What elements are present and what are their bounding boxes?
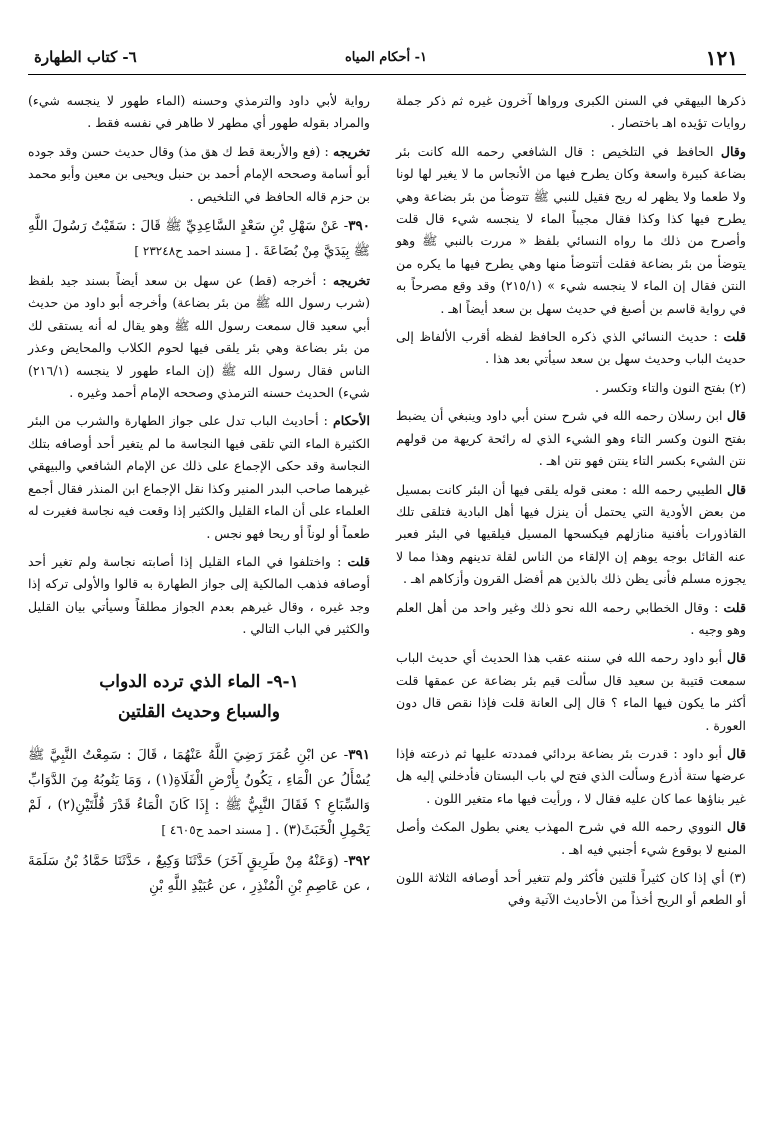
hadith bbox=[28, 743, 370, 843]
paragraph-text: : أخرجه (قط) عن سهل بن سعد أيضاً بسند جيد بلفظ (شرب رسول الله ﷺ من بئر بضاعة) وأخرجه أبو داود من حديث أبي سعيد قال سمعت رسول الله ﷺ وهو يقال له أنه يستقى لك من بئر بضاعة وهي بئر يلقى فيها لحوم الكلاب والمحايض وعذر الناس فقال رسول الله ﷺ (إن الماء طهور لا ينجسه (٢١٦/١) شيء) الحديث حسنه الترمذي وصححه الإمام أحمد وغيره . bbox=[28, 273, 370, 401]
left-column bbox=[28, 90, 370, 905]
header-divider bbox=[28, 74, 746, 75]
paragraph-text: ابن رسلان رحمه الله في شرح سنن أبي داود وينبغي أن يضبط بفتح النون وكسر التاء وهو الشيء الذي له رائحة كريهة من قولهم نتن الشيء بكسر التاء ينتن فهو نتن اهـ . bbox=[396, 408, 746, 469]
paragraph-lead: قال bbox=[726, 650, 746, 666]
paragraph-lead: قال bbox=[726, 408, 746, 424]
paragraph bbox=[28, 270, 370, 404]
paragraph-text: : واختلفوا في الماء القليل إذا أصابته نجاسة ولم تغير أحد أوصافه فذهب المالكية إلى جواز الطهارة به قالوا والأولى تركه إذا وجد غيره ، وقال غيرهم بعدم الجواز مطلقاً وسيأتي بيان القليل والكثير في الباب التالي . bbox=[28, 553, 370, 637]
hadith bbox=[28, 849, 370, 899]
chapter-heading-line: والسباع وحديث القلتين bbox=[118, 701, 280, 722]
paragraph-text: رواية لأبي داود والترمذي وحسنه (الماء طهور لا ينجسه شيء) والمراد بقوله طهور أي مطهر لا طاهر في نفسه فقط . bbox=[28, 93, 370, 131]
paragraph-lead: قال bbox=[726, 819, 746, 835]
paragraph-lead: تخريجه bbox=[333, 143, 370, 159]
paragraph bbox=[396, 597, 746, 642]
paragraph bbox=[396, 377, 746, 399]
paragraph bbox=[28, 551, 370, 641]
paragraph-text: أبو داود رحمه الله في سننه عقب هذا الحديث أي حديث الباب سمعت قتيبة بن سعيد قال سألت قيم بئر بضاعة عن عمقها قلت أكثر ما يكون فيها الماء ؟ قال إلى العانة قلت فإذا نقص قال دون العورة . bbox=[396, 650, 746, 733]
book-title: ٦- كتاب الطهارة bbox=[34, 48, 137, 66]
paragraph bbox=[396, 90, 746, 135]
paragraph-text: ذكرها البيهقي في السنن الكبرى ورواها آخرون غيره ثم ذكر جملة روايات تؤيده اهـ باختصار . bbox=[396, 93, 746, 131]
hadith bbox=[28, 214, 370, 264]
paragraph bbox=[396, 405, 746, 472]
hadith-number: ٣٩٠ bbox=[348, 218, 370, 235]
paragraph-text: : (فع والأربعة قط ك هق مذ) وقال حديث حسن وقد جوده أبو أسامة وصححه الإمام أحمد بن حنبل ويحيى بن معين وأبو محمد بن حزم قاله الحافظ في التلخيص . bbox=[28, 143, 370, 204]
paragraph bbox=[396, 141, 746, 320]
paragraph bbox=[28, 90, 370, 135]
chapter-heading-line: ١-٩- الماء الذي ترده الدواب bbox=[99, 671, 299, 692]
chapter-heading bbox=[28, 667, 370, 727]
paragraph bbox=[396, 816, 746, 861]
paragraph bbox=[396, 326, 746, 371]
chapter-title: ١- أحكام المياه bbox=[344, 50, 428, 65]
hadith-reference: [ مسند احمد ح٢٣٢٤٨ ] bbox=[134, 244, 251, 259]
hadith-reference: [ مسند احمد ح٤٦٠٥ ] bbox=[161, 822, 271, 837]
paragraph-lead: قلت bbox=[723, 329, 746, 345]
paragraph-text: أبو داود : قدرت بئر بضاعة بردائي فمددته عليها ثم ذرعته فإذا عرضها ستة أذرع وسألت الذي فتح لي باب البستان فأدخلني إليه هل غير بناؤها عما كان عليه فقال لا ، ورأيت فيها ماء متغير اللون . bbox=[396, 745, 746, 806]
paragraph-text: (٣) أي إذا كان كثيراً قلتين فأكثر ولم تتغير أحد أوصافه الثلاثة اللون أو الطعم أو الريح أخذاً من الأحاديث الآتية وفي bbox=[396, 870, 746, 908]
paragraph bbox=[396, 479, 746, 591]
paragraph bbox=[28, 141, 370, 208]
paragraph-text: : حديث النسائي الذي ذكره الحافظ لفظه أقرب الألفاظ إلى حديث الباب وحديث سهل بن سعد سيأتي بعد هذا . bbox=[396, 329, 746, 367]
paragraph bbox=[396, 743, 746, 810]
paragraph-text: الطيبي رحمه الله : معنى قوله يلقى فيها أن البئر كانت بمسيل من بعض الأودية التي يحتمل أن ينزل فيها أهل البادية فتلقى تلك القاذورات بأفنية منازلهم فيكسحها المسيل فيلقيها في البئر فعبر عنه القائل بوجه يوهم إن الإلقاء من الناس لقلة تدينهم وهذا مما لا يجوزه مسلم فأنى يظن ذلك بالذين هم أفضل القرون وأزكاهم اهـ . bbox=[396, 481, 746, 587]
paragraph bbox=[396, 647, 746, 737]
paragraph-lead: وقال bbox=[720, 143, 746, 159]
paragraph-text: (٢) بفتح النون والتاء وتكسر . bbox=[594, 379, 746, 395]
paragraph-lead: تخريجه bbox=[333, 273, 370, 289]
page-header bbox=[28, 44, 744, 74]
hadith-text: - (وَعَنْهُ مِنْ طَرِيقٍ آخَرَ) حَدَّثَنَا وَكِيعٌ ، حَدَّثَنَا حَمَّادُ بْنُ سَلَمَةَ ، عن عَاصِمِ بْنِ الْمُنْذِرِ ، عن عُبَيْدِ اللَّهِ بْنِ bbox=[28, 852, 370, 894]
paragraph-text: الحافظ في التلخيص : قال الشافعي رحمه الله كانت بئر بضاعة كبيرة واسعة وكان يطرح فيها من الأنجاس ما لا يغير لها لونا ولا طعما ولا يظهر له ريح فقيل للنبي ﷺ تتوضأ من بئر بضاعة وهي يطرح فيها كذا وكذا فقال مجيباً الماء لا ينجسه شيء قال قلت وأصرح من ذلك ما رواه النسائي بلفظ « مررت بالنبي ﷺ وهو يتوضأ من بئر بضاعة فقلت أتتوضأ منها وهي يطرح فيها ما يكره من النتن فقال إن الماء لا ينجسه شيء » (٢١٥/١) وقد وقع مصرحاً به في رواية قاسم بن أصبغ في حديث سهل بن سعد أيضاً اهـ . bbox=[396, 143, 746, 316]
paragraph-lead: قال bbox=[726, 745, 746, 761]
paragraph bbox=[28, 410, 370, 544]
paragraph bbox=[396, 867, 746, 912]
page-number: ١٢١ bbox=[705, 46, 738, 70]
paragraph-lead: قلت bbox=[723, 599, 746, 615]
hadith-number: ٣٩١ bbox=[348, 746, 370, 763]
hadith-text: - عن ابْنِ عُمَرَ رَضِيَ اللَّهُ عَنْهُمَا ، قَالَ : سَمِعْتُ النَّبِيَّ ﷺ يُسْأَلُ عن الْمَاءِ ، يَكُونُ بِأَرْضِ الْفَلَاةِ(١) ، وَمَا يَنُوبُهُ مِنَ الدَّوَابِّ وَالسِّبَاعِ ؟ فَقَالَ النَّبِيُّ ﷺ : إِذَا كَانَ الْمَاءُ قَدْرَ قُلَّتَيْنِ(٢) ، لَمْ يَحْمِلِ الْخَبَثَ(٣) . bbox=[28, 746, 370, 838]
paragraph-text: : أحاديث الباب تدل على جواز الطهارة والشرب من البئر الكثيرة الماء التي تلقى فيها النجاسة ما لم يتغير أحد أوصافه بتلك النجاسة وقد حكى الإجماع على ذلك عن الإمام الشافعي والبيهقي غيرهما صاحب البدر المنير وكذا نقل الإجماع ابن المنذر فقال أجمع العلماء على أن الماء القليل والكثير إذا وقعت فيه نجاسة فغيرت له طعماً أو لوناً أو ريحا فهو نجس . bbox=[28, 413, 370, 541]
paragraph-lead: قال bbox=[726, 481, 746, 497]
paragraph-text: : وقال الخطابي رحمه الله نحو ذلك وغير واحد من أهل العلم وهو وجيه . bbox=[396, 599, 746, 637]
right-column bbox=[396, 90, 746, 918]
paragraph-lead: قلت bbox=[347, 553, 370, 569]
hadith-text: - عَنْ سَهْلِ بْنِ سَعْدٍ السَّاعِدِيِّ ﷺ قَالَ : سَقَيْتُ رَسُولَ اللَّهِ ﷺ بِيَدَيَّ مِنْ بُضَاعَةَ . bbox=[28, 218, 370, 260]
paragraph-text: النووي رحمه الله في شرح المهذب يعني بطول المكث وأصل المنبع لا بوقوع شيء أجنبي فيه اهـ . bbox=[396, 819, 746, 857]
paragraph-lead: الأحكام bbox=[332, 413, 370, 429]
hadith-number: ٣٩٢ bbox=[348, 852, 370, 869]
